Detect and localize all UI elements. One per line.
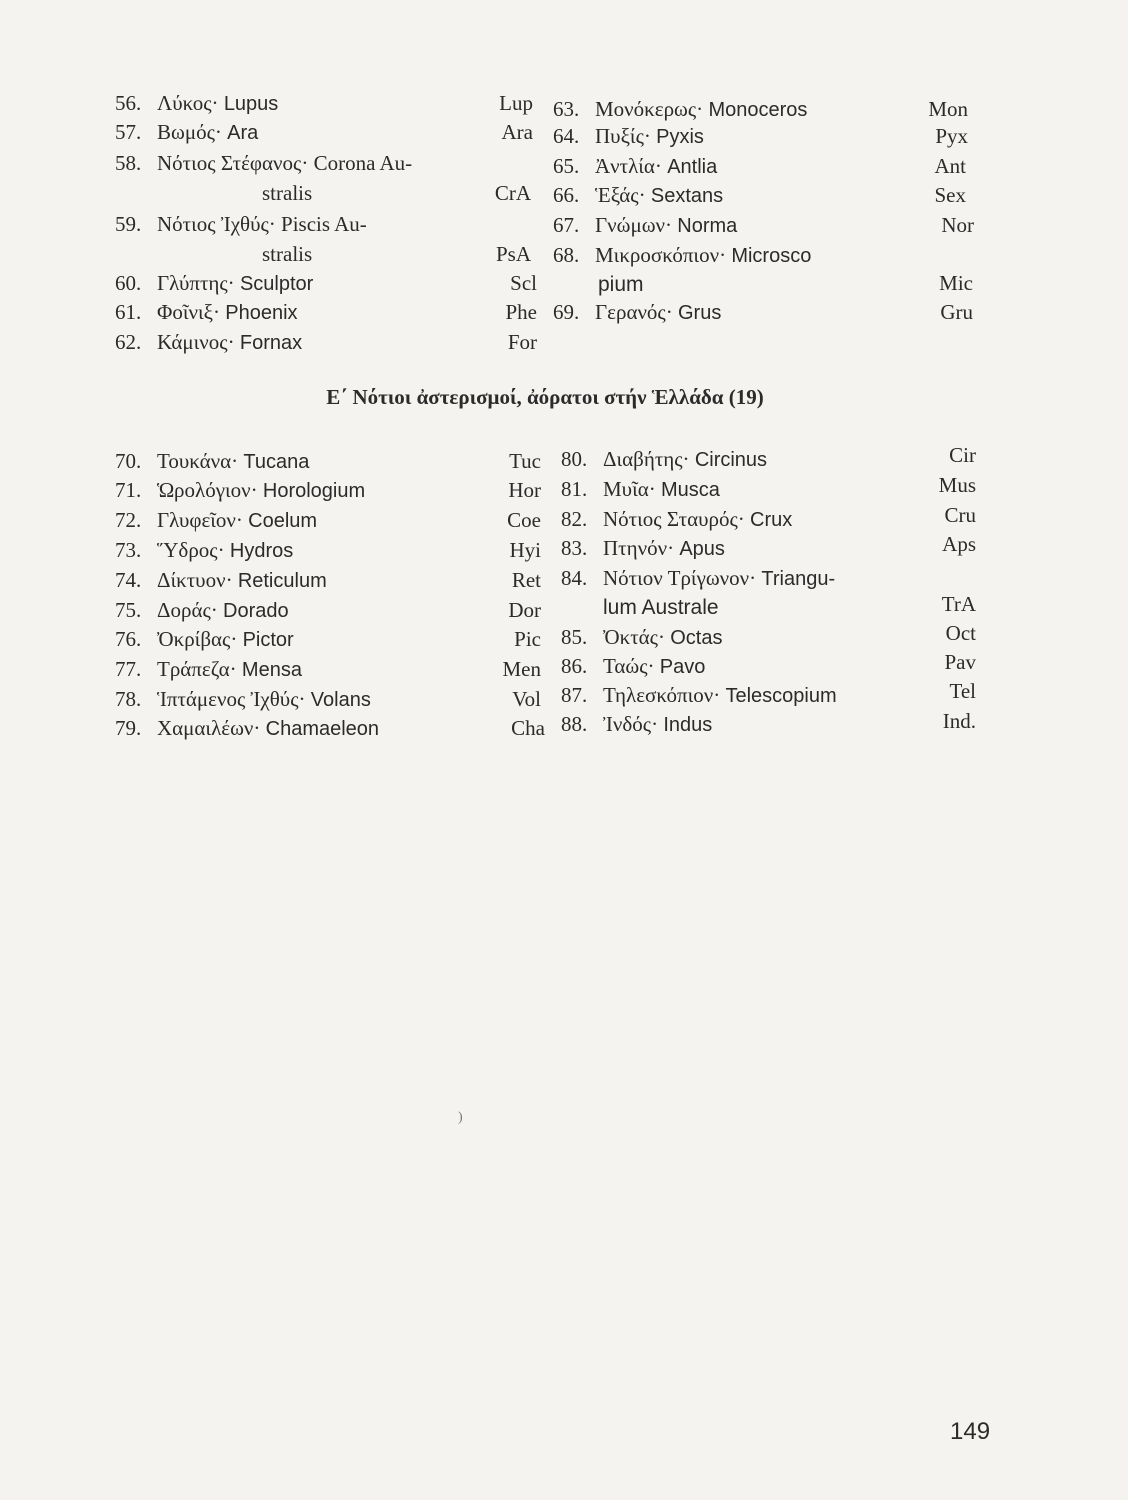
entry-number: 60. bbox=[115, 271, 142, 295]
latin-name: Piscis Au- bbox=[281, 212, 367, 236]
abbreviation: Cir bbox=[949, 443, 976, 467]
latin-name: Pavo bbox=[659, 656, 706, 678]
greek-name: Νότιος Ἰχθύς· bbox=[157, 212, 276, 236]
greek-name: Γερανός· bbox=[595, 300, 673, 324]
abbreviation: Nor bbox=[941, 213, 974, 237]
abbreviation-row bbox=[115, 178, 545, 208]
greek-name: Διαβήτης· bbox=[603, 447, 690, 471]
stray-mark: ) bbox=[458, 1110, 463, 1125]
abbreviation: Lup bbox=[499, 91, 533, 115]
entry-names bbox=[157, 505, 317, 536]
constellation-entry bbox=[115, 327, 545, 357]
constellation-entry bbox=[115, 535, 545, 565]
latin-name: Grus bbox=[678, 302, 722, 324]
entry-number: 85. bbox=[561, 625, 588, 649]
greek-name: Ὡρολόγιον· bbox=[157, 478, 258, 502]
greek-name: Δοράς· bbox=[157, 598, 218, 622]
constellation-entry bbox=[115, 268, 545, 298]
abbreviation-row bbox=[561, 529, 976, 559]
entry-number: 74. bbox=[115, 568, 142, 592]
entry-number: 78. bbox=[115, 687, 142, 711]
abbreviation-row bbox=[561, 589, 976, 619]
greek-name: Ὀκρίβας· bbox=[157, 627, 238, 651]
abbreviation: Cru bbox=[944, 503, 976, 527]
greek-name: Πυξίς· bbox=[595, 124, 651, 148]
entry-names bbox=[157, 565, 327, 596]
entry-number: 86. bbox=[561, 654, 588, 678]
abbreviation: Oct bbox=[945, 621, 976, 645]
latin-name-continuation: pium bbox=[598, 273, 644, 296]
constellation-entry bbox=[115, 595, 545, 625]
entry-number: 77. bbox=[115, 657, 142, 681]
latin-name: Fornax bbox=[239, 332, 303, 354]
abbreviation: Phe bbox=[505, 300, 537, 324]
constellation-entry bbox=[115, 297, 545, 327]
abbreviation-row bbox=[553, 268, 973, 298]
entry-number: 81. bbox=[561, 477, 588, 501]
constellation-entry bbox=[115, 565, 545, 595]
abbreviation-row bbox=[561, 676, 976, 706]
greek-name: Νότιος Σταυρός· bbox=[603, 507, 745, 531]
abbreviation: Men bbox=[502, 657, 541, 681]
entry-names bbox=[157, 297, 298, 328]
abbreviation: Pav bbox=[944, 650, 976, 674]
abbreviation: Gru bbox=[940, 300, 973, 324]
abbreviation: Tuc bbox=[509, 449, 541, 473]
greek-name: Χαμαιλέων· bbox=[157, 716, 261, 740]
greek-name: Γλυφεῖον· bbox=[157, 508, 243, 532]
greek-name: Ὀκτάς· bbox=[603, 625, 665, 649]
abbreviation: TrA bbox=[941, 592, 976, 616]
latin-name: Crux bbox=[750, 509, 793, 531]
entry-names bbox=[157, 88, 278, 119]
abbreviation: Ant bbox=[934, 154, 966, 178]
entry-names bbox=[157, 595, 289, 626]
greek-name: Τηλεσκόπιον· bbox=[603, 683, 721, 707]
latin-name: Dorado bbox=[223, 600, 289, 622]
entry-number: 66. bbox=[553, 183, 580, 207]
greek-name: Γνώμων· bbox=[595, 213, 673, 237]
abbreviation: For bbox=[507, 330, 537, 354]
latin-name: Monoceros bbox=[708, 99, 808, 121]
abbreviation: Cha bbox=[511, 716, 545, 740]
latin-name: Volans bbox=[310, 689, 371, 711]
latin-name: Telescopium bbox=[725, 685, 837, 707]
latin-name: Circinus bbox=[694, 449, 768, 471]
latin-name: Hydros bbox=[229, 540, 294, 562]
entry-names bbox=[157, 684, 371, 715]
entry-number: 84. bbox=[561, 566, 588, 590]
entry-number: 83. bbox=[561, 536, 588, 560]
abbreviation: Sex bbox=[934, 183, 966, 207]
entry-names bbox=[157, 148, 412, 178]
greek-name: Κάμινος· bbox=[157, 330, 235, 354]
latin-name: Pyxis bbox=[656, 126, 704, 148]
latin-name: Tucana bbox=[243, 451, 310, 473]
constellation-entry bbox=[115, 148, 545, 178]
latin-name: Antlia bbox=[667, 156, 718, 178]
abbreviation: Mic bbox=[939, 271, 973, 295]
constellation-entry bbox=[115, 713, 545, 743]
latin-name: Mensa bbox=[241, 659, 302, 681]
latin-name: Musca bbox=[660, 479, 720, 501]
entry-number: 65. bbox=[553, 154, 580, 178]
latin-name: Reticulum bbox=[237, 570, 327, 592]
abbreviation: Dor bbox=[508, 598, 541, 622]
abbreviation: Hor bbox=[508, 478, 541, 502]
greek-name: Ἱπτάμενος Ἰχθύς· bbox=[157, 687, 306, 711]
latin-name: Coelum bbox=[248, 510, 318, 532]
latin-name: Octas bbox=[670, 627, 723, 649]
abbreviation-row bbox=[561, 706, 976, 736]
greek-name: Τράπεζα· bbox=[157, 657, 237, 681]
greek-name: Ὕδρος· bbox=[157, 538, 225, 562]
entry-names bbox=[157, 209, 367, 239]
section-heading: Ε΄ Νότιοι ἀστερισμοί, ἀόρατοι στήν Ἑλλάδα (19) bbox=[326, 385, 764, 409]
entry-names bbox=[595, 297, 721, 328]
constellation-entry bbox=[115, 505, 545, 535]
constellation-entry bbox=[553, 94, 968, 124]
constellation-entry bbox=[553, 210, 974, 240]
latin-name: Chamaeleon bbox=[265, 718, 380, 740]
abbreviation-row bbox=[561, 440, 976, 470]
abbreviation: Vol bbox=[512, 687, 541, 711]
greek-name: Βωμός· bbox=[157, 120, 222, 144]
abbreviation: Aps bbox=[942, 532, 976, 556]
abbreviation: Ret bbox=[511, 568, 541, 592]
entry-number: 56. bbox=[115, 91, 142, 115]
latin-name: Corona Au- bbox=[313, 151, 413, 175]
abbreviation: Tel bbox=[949, 679, 976, 703]
abbreviation: Ind. bbox=[942, 709, 976, 733]
abbreviation: Ara bbox=[501, 120, 533, 144]
abbreviation: Mus bbox=[938, 473, 976, 497]
entry-number: 80. bbox=[561, 447, 588, 471]
greek-name: Ἰνδός· bbox=[603, 712, 659, 736]
greek-name: Νότιος Στέφανος· bbox=[157, 151, 309, 175]
entry-names bbox=[157, 327, 302, 358]
latin-name: Phoenix bbox=[225, 302, 298, 324]
constellation-entry bbox=[553, 151, 968, 181]
abbreviation: CrA bbox=[494, 181, 531, 205]
entry-number: 88. bbox=[561, 712, 588, 736]
latin-name: Norma bbox=[677, 215, 738, 237]
entry-names bbox=[595, 121, 704, 152]
greek-name: Πτηνόν· bbox=[603, 536, 675, 560]
greek-name: Ἑξάς· bbox=[595, 183, 646, 207]
entry-names bbox=[157, 446, 309, 477]
latin-name: Sextans bbox=[650, 185, 724, 207]
entry-number: 82. bbox=[561, 507, 588, 531]
abbreviation: Pyx bbox=[935, 124, 968, 148]
latin-name: Pictor bbox=[242, 629, 294, 651]
entry-number: 61. bbox=[115, 300, 142, 324]
greek-name: Μικροσκόπιον· bbox=[595, 243, 727, 267]
entry-number: 70. bbox=[115, 449, 142, 473]
greek-name: Ταώς· bbox=[603, 654, 655, 678]
entry-number: 76. bbox=[115, 627, 142, 651]
latin-name-continuation: stralis bbox=[262, 242, 313, 266]
abbreviation-row bbox=[561, 500, 976, 530]
entry-number: 71. bbox=[115, 478, 142, 502]
constellation-entry bbox=[115, 117, 545, 147]
entry-names bbox=[157, 624, 294, 655]
entry-number: 75. bbox=[115, 598, 142, 622]
constellation-entry bbox=[115, 446, 545, 476]
constellation-entry bbox=[553, 121, 968, 151]
entry-names bbox=[595, 151, 717, 182]
latin-name: Horologium bbox=[262, 480, 366, 502]
constellation-entry bbox=[553, 180, 968, 210]
abbreviation: Scl bbox=[510, 271, 537, 295]
entry-number: 57. bbox=[115, 120, 142, 144]
entry-names bbox=[595, 180, 723, 211]
greek-name: Φοῖνιξ· bbox=[157, 300, 220, 324]
constellation-entry bbox=[553, 297, 973, 327]
greek-name: Τουκάνα· bbox=[157, 449, 239, 473]
greek-name: Ἀντλία· bbox=[595, 154, 662, 178]
entry-names bbox=[595, 210, 737, 241]
entry-names bbox=[157, 117, 258, 148]
entry-number: 59. bbox=[115, 212, 142, 236]
abbreviation: Hyi bbox=[509, 538, 541, 562]
constellation-entry bbox=[115, 654, 545, 684]
latin-name: Triangu- bbox=[761, 568, 836, 590]
abbreviation: PsA bbox=[495, 242, 531, 266]
constellation-entry bbox=[115, 475, 545, 505]
entry-names bbox=[157, 268, 313, 299]
greek-name: Νότιον Τρίγωνον· bbox=[603, 566, 757, 590]
constellation-entry bbox=[115, 624, 545, 654]
greek-name: Λύκος· bbox=[157, 91, 219, 115]
latin-name: Sculptor bbox=[239, 273, 314, 295]
latin-name: Microsco bbox=[731, 245, 812, 267]
entry-number: 72. bbox=[115, 508, 142, 532]
entry-names bbox=[157, 475, 365, 506]
entry-number: 58. bbox=[115, 151, 142, 175]
entry-names bbox=[157, 713, 379, 744]
abbreviation-row bbox=[115, 239, 545, 269]
greek-name: Δίκτυον· bbox=[157, 568, 233, 592]
entry-number: 68. bbox=[553, 243, 580, 267]
greek-name: Μονόκερως· bbox=[595, 97, 704, 121]
entry-number: 62. bbox=[115, 330, 142, 354]
entry-number: 69. bbox=[553, 300, 580, 324]
page-number: 149 bbox=[950, 1418, 991, 1445]
latin-name-continuation: stralis bbox=[262, 181, 313, 205]
constellation-entry bbox=[115, 684, 545, 714]
entry-number: 87. bbox=[561, 683, 588, 707]
abbreviation-row bbox=[561, 470, 976, 500]
constellation-entry bbox=[115, 209, 545, 239]
entry-number: 73. bbox=[115, 538, 142, 562]
latin-name: Ara bbox=[227, 122, 259, 144]
greek-name: Γλύπτης· bbox=[157, 271, 235, 295]
constellation-entry bbox=[115, 88, 545, 118]
latin-name: Indus bbox=[663, 714, 713, 736]
abbreviation-row bbox=[561, 618, 976, 648]
constellation-entry bbox=[553, 240, 968, 270]
entry-number: 63. bbox=[553, 97, 580, 121]
latin-name-continuation: lum Australe bbox=[603, 596, 719, 619]
entry-number: 79. bbox=[115, 716, 142, 740]
entry-names bbox=[157, 535, 293, 566]
entry-names bbox=[595, 240, 811, 271]
greek-name: Μυῖα· bbox=[603, 477, 656, 501]
abbreviation: Coe bbox=[507, 508, 541, 532]
latin-name: Apus bbox=[679, 538, 725, 560]
latin-name: Lupus bbox=[223, 93, 279, 115]
entry-names bbox=[157, 654, 302, 685]
abbreviation-row bbox=[561, 647, 976, 677]
abbreviation: Pic bbox=[514, 627, 541, 651]
entry-number: 67. bbox=[553, 213, 580, 237]
abbreviation: Mon bbox=[928, 97, 968, 121]
entry-number: 64. bbox=[553, 124, 580, 148]
